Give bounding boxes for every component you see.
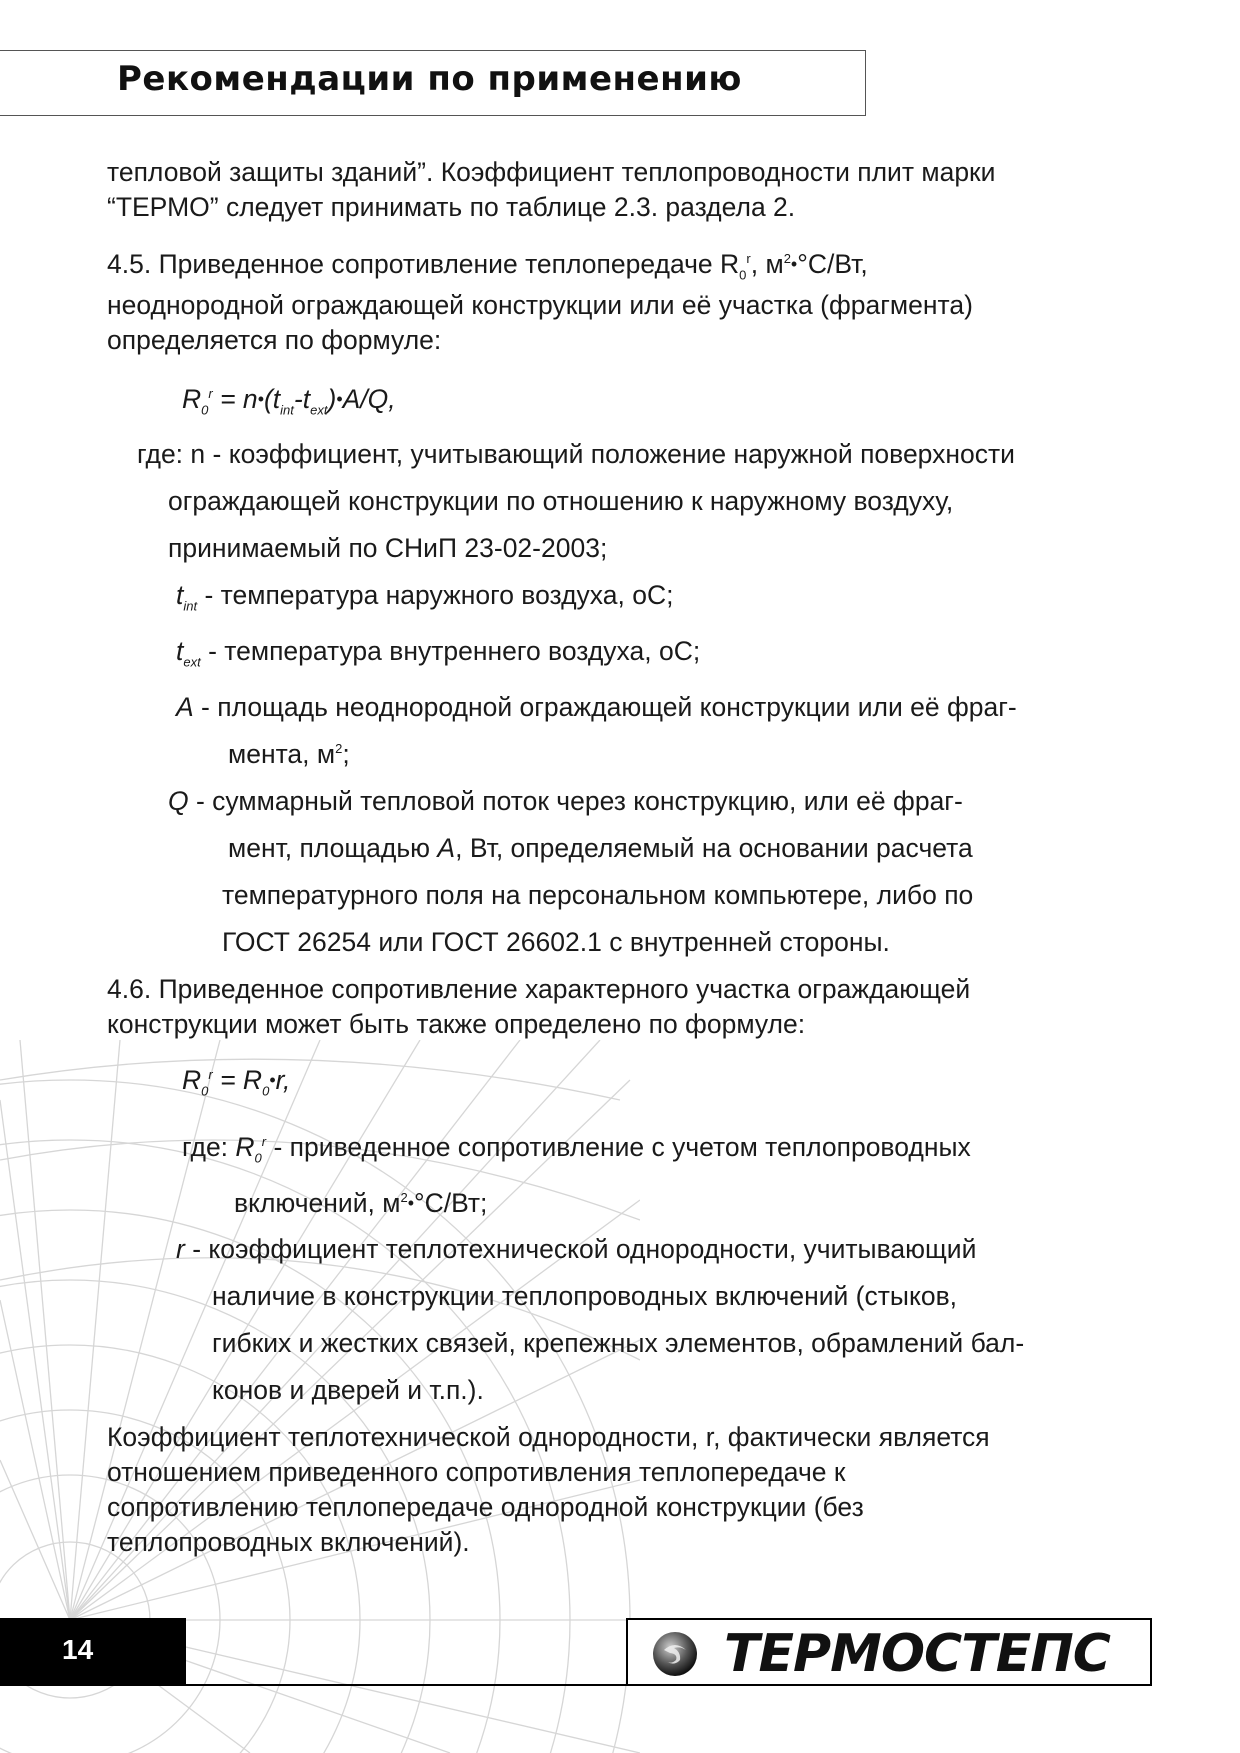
text-line: наличие в конструкции теплопроводных включений (стыков,	[212, 1281, 958, 1311]
text-line: где: n - коэффициент, учитывающий положение наружной поверхности	[137, 439, 1015, 469]
definition-r: r - коэффициент теплотехнической однородности, учитывающий	[176, 1234, 977, 1264]
text-line: теплопроводных включений).	[107, 1527, 470, 1557]
text-line: ограждающей конструкции по отношению к наружному воздуху,	[168, 486, 954, 516]
text-line: тепловой защиты зданий”. Коэффициент теплопроводности плит марки	[107, 157, 996, 187]
text-line: конов и дверей и т.п.).	[212, 1375, 484, 1405]
text-line: неоднородной ограждающей конструкции или её участка (фрагмента)	[107, 290, 973, 320]
header-box	[0, 50, 866, 116]
definition-Q-cont: мент, площадью A, Вт, определяемый на основании расчета	[228, 833, 973, 863]
brand-logo-text: ТЕРМОСТЕПС	[724, 1624, 1110, 1684]
text-line: конструкции может быть также определено по формуле:	[107, 1009, 806, 1039]
text-line: Коэффициент теплотехнической однородности, r, фактически является	[107, 1422, 990, 1452]
text-line: температурного поля на персональном компьютере, либо по	[222, 880, 974, 910]
text-line: ГОСТ 26254 или ГОСТ 26602.1 с внутренней стороны.	[222, 927, 890, 957]
definition-A-cont: мента, $м^2$;	[228, 739, 350, 769]
definition-Q: Q - суммарный тепловой поток через конструкцию, или её фраг-	[168, 786, 963, 816]
page-header-title: Рекомендации по применению	[117, 59, 742, 99]
formula-2: $R_0^r$ = $R_0•r$,	[182, 1065, 291, 1099]
text-line: определяется по формуле:	[107, 325, 442, 355]
text-line: “ТЕРМО” следует принимать по таблице 2.3. раздела 2.	[107, 192, 796, 222]
page-number: 14	[62, 1634, 94, 1665]
formula-1: $R_0^r$ = $n•(t_{int}-t_{ext})•A/Q$,	[182, 384, 396, 418]
text-line: принимаемый по СНиП 23-02-2003;	[168, 533, 608, 563]
text-line: сопротивлению теплопередаче однородной конструкции (без	[107, 1492, 864, 1522]
definition-R0r-cont: включений, $м^2•^\circ C/Вт$;	[234, 1188, 488, 1218]
section-4-5-title: 4.5. Приведенное сопротивление теплопередаче $R_0^r$, $м^2•^\circ C/Вт$,	[107, 249, 868, 283]
definition-tint: $t_{int}$ - температура наружного воздуха, oC;	[176, 580, 674, 614]
page-number-block	[0, 1618, 186, 1686]
definition-A: A - площадь неоднородной ограждающей конструкции или её фраг-	[176, 692, 1017, 722]
section-4-6-title: 4.6. Приведенное сопротивление характерного участка ограждающей	[107, 974, 971, 1004]
definition-R0r: где: $R_0^r$ - приведенное сопротивление с учетом теплопроводных	[182, 1132, 971, 1166]
text-line: гибких и жестких связей, крепежных элементов, обрамлений бал-	[212, 1328, 1025, 1358]
text-line: отношением приведенного сопротивления теплопередаче к	[107, 1457, 846, 1487]
definition-text: $t_{ext}$ - температура внутреннего воздуха, oC;	[176, 636, 701, 670]
termosteps-logo-icon	[650, 1630, 700, 1678]
brand-logo	[626, 1618, 1152, 1686]
